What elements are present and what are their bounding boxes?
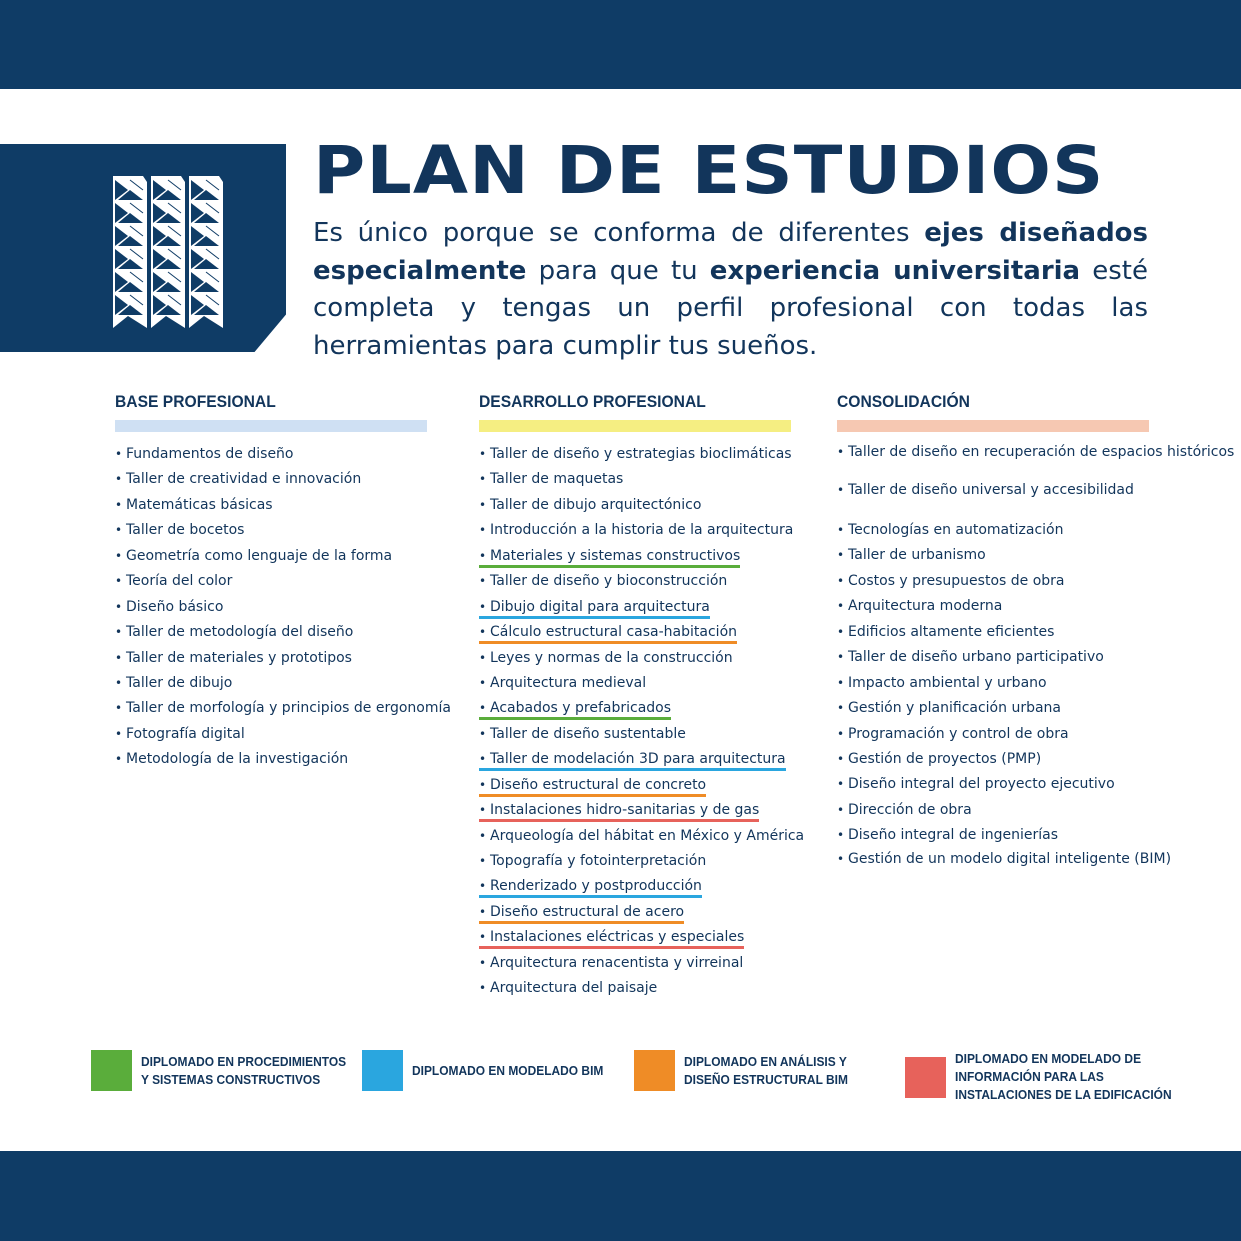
bullet-icon: • [479, 599, 487, 614]
course-label: Matemáticas básicas [126, 496, 273, 513]
course-label: Diseño integral del proyecto ejecutivo [848, 776, 1115, 793]
course-list [837, 442, 1234, 887]
column-title: DESARROLLO PROFESIONAL [479, 392, 706, 411]
intro-text-1: Es único porque se conforma de diferentes [313, 218, 925, 248]
bullet-icon: • [115, 701, 123, 716]
intro-text-2: para que tu [526, 255, 710, 286]
course-item-text [837, 547, 986, 563]
bullet-icon: • [115, 447, 123, 461]
diploma-legend [0, 1045, 1241, 1115]
bullet-icon: • [837, 445, 845, 459]
bullet-icon: • [115, 472, 123, 487]
course-item-text [837, 482, 1134, 498]
course-label: Taller de bocetos [126, 522, 245, 539]
course-label: Gestión y planificación urbana [848, 700, 1061, 717]
course-item [479, 467, 804, 492]
course-item [837, 620, 1234, 645]
course-list [479, 442, 804, 1002]
course-item-text [115, 573, 232, 589]
course-item [479, 976, 804, 1001]
course-item-diploma-orange [479, 777, 706, 797]
bullet-icon: • [115, 548, 123, 563]
course-item [837, 594, 1234, 619]
bullet-icon: • [837, 851, 845, 866]
course-label: Cálculo estructural casa-habitación [490, 624, 738, 641]
course-item-text [479, 650, 733, 666]
course-item-diploma-orange [479, 624, 737, 644]
course-item-text [479, 980, 657, 996]
course-label: Diseño básico [126, 598, 224, 615]
course-item-text [115, 624, 353, 640]
course-item-diploma-red [479, 802, 759, 822]
course-item [479, 620, 804, 645]
bullet-icon: • [479, 472, 487, 487]
bullet-icon: • [479, 523, 487, 538]
legend-label [412, 1062, 603, 1080]
course-item [837, 823, 1234, 848]
column-desarrollo-profesional [479, 392, 804, 1002]
course-label: Fundamentos de diseño [126, 446, 294, 462]
column-base-profesional [115, 392, 451, 773]
course-item-text [479, 726, 686, 742]
bullet-icon: • [479, 548, 487, 563]
course-item-diploma-orange [479, 904, 684, 924]
course-item [479, 518, 804, 543]
legend-label [955, 1050, 1172, 1104]
course-item [115, 493, 451, 518]
course-label: Taller de maquetas [490, 471, 624, 488]
course-item-text [837, 850, 1172, 867]
bullet-icon: • [115, 650, 123, 665]
course-item [837, 747, 1234, 772]
course-item-text [115, 548, 392, 564]
course-item-diploma-green [479, 548, 740, 568]
course-label: Edificios altamente eficientes [848, 623, 1055, 640]
course-label: Taller de diseño y estrategias bioclimáticas [490, 446, 792, 462]
course-label: Taller de modelación 3D para arquitectura [490, 751, 786, 768]
course-item-text [837, 700, 1061, 716]
bullet-icon: • [479, 701, 487, 716]
bullet-icon: • [837, 777, 845, 792]
bullet-icon: • [479, 574, 487, 589]
course-label: Leyes y normas de la construcción [490, 649, 733, 666]
course-label: Taller de morfología y principios de ergonomía [126, 700, 451, 717]
bullet-icon: • [837, 624, 845, 639]
bullet-icon: • [479, 625, 487, 640]
course-item-text [115, 675, 232, 691]
course-item [837, 849, 1234, 887]
course-item-text [115, 471, 361, 487]
course-label: Dirección de obra [848, 801, 972, 818]
course-item-text [115, 700, 451, 716]
course-label: Taller de dibujo [126, 674, 233, 691]
course-label: Programación y control de obra [848, 725, 1069, 742]
course-item [479, 544, 804, 569]
bullet-icon: • [837, 483, 845, 497]
column-color-bar [115, 420, 427, 432]
course-item-text [115, 522, 244, 538]
bullet-icon: • [479, 930, 487, 945]
bullet-icon: • [837, 751, 845, 766]
bullet-icon: • [479, 854, 487, 868]
course-label: Taller de urbanismo [848, 547, 986, 564]
legend-swatch [362, 1050, 403, 1091]
course-item-text [837, 649, 1104, 665]
course-item-text [479, 497, 701, 513]
course-item [115, 696, 451, 721]
course-label: Fotografía digital [126, 725, 245, 742]
column-title: BASE PROFESIONAL [115, 392, 276, 411]
bullet-icon: • [479, 675, 487, 690]
course-item [115, 518, 451, 543]
legend-label-line: DIPLOMADO EN ANÁLISIS Y [684, 1053, 847, 1069]
course-item [479, 824, 804, 849]
bullet-icon: • [479, 777, 487, 792]
course-item-text [837, 776, 1115, 792]
course-item-text [115, 497, 273, 513]
bullet-icon: • [479, 981, 487, 996]
course-item-text [837, 802, 972, 818]
course-item [479, 595, 804, 620]
course-item-text [479, 446, 792, 462]
page-title: PLAN DE ESTUDIOS [313, 132, 1105, 209]
course-item [115, 671, 451, 696]
legend-item [91, 1050, 364, 1091]
course-label: Impacto ambiental y urbano [848, 674, 1047, 691]
course-label: Tecnologías en automatización [848, 522, 1064, 538]
bullet-icon: • [837, 523, 845, 537]
course-item [115, 442, 451, 467]
course-label: Acabados y prefabricados [490, 700, 672, 717]
legend-item [905, 1050, 1190, 1104]
course-label: Introducción a la historia de la arquitectura [490, 522, 794, 539]
course-item [479, 773, 804, 798]
legend-item [634, 1050, 862, 1091]
bullet-icon: • [115, 675, 123, 690]
column-title: CONSOLIDACIÓN [837, 392, 970, 411]
course-item-text [479, 853, 706, 869]
course-item [479, 798, 804, 823]
course-label: Costos y presupuestos de obra [848, 572, 1065, 589]
course-item-text [115, 726, 245, 742]
course-item [837, 798, 1234, 823]
intro-text-3: esté completa y tengas un perfil profesional con todas las herramientas para cumplir tus sueños. [313, 255, 1148, 361]
top-band [0, 0, 1241, 89]
course-item [837, 442, 1234, 480]
course-item [115, 595, 451, 620]
course-item [479, 925, 804, 950]
legend-label-line: Y SISTEMAS CONSTRUCTIVOS [141, 1071, 321, 1087]
course-item-text [837, 624, 1054, 640]
course-label: Taller de diseño urbano participativo [848, 649, 1104, 666]
course-item-diploma-blue [479, 878, 702, 898]
course-label: Arquitectura del paisaje [490, 980, 658, 997]
course-item [479, 442, 804, 467]
course-label: Gestión de proyectos (PMP) [848, 750, 1042, 767]
legend-label-line: INFORMACIÓN PARA LAS [955, 1069, 1104, 1084]
course-item-diploma-green [479, 700, 671, 720]
course-label: Materiales y sistemas constructivos [490, 547, 741, 564]
course-label: Diseño integral de ingenierías [848, 827, 1058, 844]
course-list [115, 442, 451, 773]
bullet-icon: • [837, 548, 845, 563]
course-item-text [837, 573, 1065, 589]
course-item-diploma-red [479, 929, 744, 949]
course-label: Taller de diseño sustentable [490, 725, 686, 742]
course-item-text [479, 828, 804, 844]
course-label: Teoría del color [126, 573, 233, 590]
legend-item [362, 1050, 620, 1091]
bullet-icon: • [115, 523, 123, 538]
course-item [837, 569, 1234, 594]
bullet-icon: • [837, 573, 845, 588]
legend-swatch [905, 1057, 946, 1098]
bullet-icon: • [479, 803, 487, 818]
course-item [115, 467, 451, 492]
bullet-icon: • [115, 625, 123, 640]
legend-label-line: DIPLOMADO EN MODELADO DE [955, 1051, 1142, 1066]
bullet-icon: • [837, 599, 845, 614]
bullet-icon: • [479, 447, 487, 461]
course-item [837, 645, 1234, 670]
course-item [115, 722, 451, 747]
course-item [479, 849, 804, 874]
legend-label [141, 1053, 346, 1089]
course-item [837, 543, 1234, 568]
course-item [115, 747, 451, 772]
course-label: Taller de diseño y bioconstrucción [490, 573, 728, 590]
bullet-icon: • [115, 574, 123, 589]
course-label: Arquitectura renacentista y virreinal [490, 954, 744, 971]
course-item-text [837, 522, 1063, 538]
course-item-text [837, 827, 1058, 843]
course-label: Instalaciones eléctricas y especiales [490, 929, 745, 946]
bullet-icon: • [115, 752, 123, 767]
column-consolidacion [837, 392, 1234, 887]
intro-paragraph [313, 215, 1148, 365]
course-item-text [837, 598, 1002, 614]
course-label: Taller de diseño en recuperación de espacios históricos [848, 444, 1235, 460]
course-item [837, 722, 1234, 747]
course-label: Taller de dibujo arquitectónico [490, 496, 702, 513]
legend-label-line: DIPLOMADO EN MODELADO BIM [412, 1062, 604, 1078]
course-item-text [837, 751, 1041, 767]
building-logo-icon [113, 176, 229, 328]
legend-label [684, 1053, 848, 1089]
bullet-icon: • [837, 650, 845, 665]
bullet-icon: • [479, 904, 487, 919]
course-label: Diseño estructural de concreto [490, 776, 707, 793]
bullet-icon: • [837, 701, 845, 716]
course-item-text [115, 599, 223, 615]
course-item-text [479, 573, 727, 589]
course-label: Arquitectura medieval [490, 674, 647, 691]
course-item [479, 671, 804, 696]
course-label: Taller de materiales y prototipos [126, 649, 352, 666]
course-item [479, 951, 804, 976]
course-item [115, 569, 451, 594]
bullet-icon: • [479, 828, 487, 843]
legend-label-line: INSTALACIONES DE LA EDIFICACIÓN [955, 1087, 1172, 1102]
course-item-text [837, 726, 1069, 742]
course-label: Taller de creatividad e innovación [126, 471, 362, 488]
course-item [837, 696, 1234, 721]
course-item [837, 671, 1234, 696]
course-item [479, 747, 804, 772]
course-item-text [479, 471, 623, 487]
course-item-text [115, 446, 294, 462]
course-item-text [479, 675, 646, 691]
bottom-band [0, 1151, 1241, 1241]
course-label: Metodología de la investigación [126, 751, 349, 768]
bullet-icon: • [479, 497, 487, 512]
course-item [479, 696, 804, 721]
course-label: Arqueología del hábitat en México y América [490, 827, 805, 844]
course-label: Instalaciones hidro-sanitarias y de gas [490, 802, 760, 819]
course-item [115, 646, 451, 671]
course-item [479, 493, 804, 518]
intro-highlight-1: ejes diseñados especialmente [313, 218, 1149, 286]
bullet-icon: • [837, 726, 845, 741]
course-label: Topografía y fotointerpretación [490, 853, 707, 869]
bullet-icon: • [837, 828, 845, 843]
bullet-icon: • [837, 802, 845, 817]
course-item [115, 620, 451, 645]
course-label: Taller de metodología del diseño [126, 624, 354, 641]
course-label: Gestión de un modelo digital inteligente (BIM) [848, 850, 1172, 867]
course-item-text [837, 675, 1047, 691]
course-label: Renderizado y postproducción [490, 878, 702, 895]
bullet-icon: • [479, 726, 487, 741]
course-item [837, 518, 1234, 543]
course-item-text [479, 955, 743, 971]
bullet-icon: • [479, 650, 487, 665]
course-item [479, 900, 804, 925]
legend-label-line: DISEÑO ESTRUCTURAL BIM [684, 1071, 848, 1087]
course-item [479, 569, 804, 594]
bullet-icon: • [115, 726, 123, 741]
bullet-icon: • [837, 675, 845, 690]
course-item [837, 772, 1234, 797]
course-label: Geometría como lenguaje de la forma [126, 547, 393, 564]
course-item [115, 544, 451, 569]
bullet-icon: • [479, 752, 487, 767]
legend-swatch [634, 1050, 675, 1091]
column-color-bar [837, 420, 1149, 432]
legend-label-line: DIPLOMADO EN PROCEDIMIENTOS [141, 1053, 347, 1069]
course-item [479, 874, 804, 899]
course-item [837, 480, 1234, 518]
course-label: Dibujo digital para arquitectura [490, 598, 710, 615]
bullet-icon: • [479, 955, 487, 970]
course-item-text [479, 522, 793, 538]
course-label: Diseño estructural de acero [490, 903, 685, 920]
column-color-bar [479, 420, 791, 432]
course-item-text [837, 444, 1235, 460]
course-item-diploma-blue [479, 751, 786, 771]
course-label: Arquitectura moderna [848, 598, 1003, 615]
bullet-icon: • [115, 599, 123, 614]
course-item-diploma-blue [479, 599, 710, 619]
course-item [479, 646, 804, 671]
legend-swatch [91, 1050, 132, 1091]
bullet-icon: • [479, 879, 487, 894]
intro-highlight-2: experiencia universitaria [709, 255, 1081, 286]
bullet-icon: • [115, 497, 123, 512]
course-item-text [115, 751, 348, 767]
course-label: Taller de diseño universal y accesibilidad [848, 482, 1134, 498]
course-item-text [115, 650, 352, 666]
course-item [479, 722, 804, 747]
